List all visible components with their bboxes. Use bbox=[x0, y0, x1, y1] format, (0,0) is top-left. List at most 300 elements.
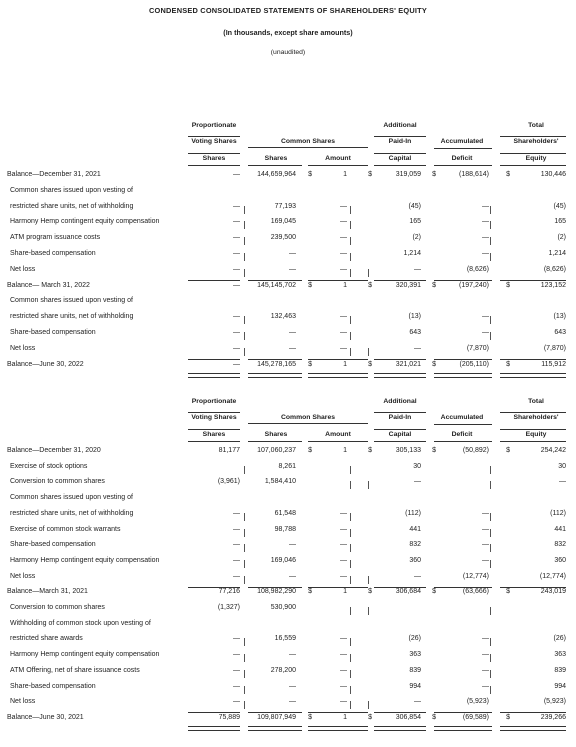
cell-dol3: $ bbox=[432, 171, 436, 178]
column-header-cs_shares: Shares bbox=[264, 431, 288, 438]
separator-tick bbox=[350, 253, 351, 261]
header-rule bbox=[248, 423, 368, 424]
cell-apic: 321,021 bbox=[395, 360, 421, 368]
statement-subtitle: (In thousands, except share amounts) bbox=[223, 28, 353, 37]
cell-amount: 1 bbox=[343, 281, 347, 289]
cell-apic: — bbox=[414, 265, 421, 273]
row-label: Balance—June 30, 2022 bbox=[7, 360, 84, 368]
separator-tick bbox=[350, 348, 351, 356]
cell-shares: — bbox=[289, 344, 296, 352]
cell-dol3: $ bbox=[432, 360, 436, 368]
table-row bbox=[0, 218, 576, 234]
table-row bbox=[0, 683, 576, 699]
row-label: Share-based compensation bbox=[10, 541, 96, 549]
cell-dol2: $ bbox=[368, 447, 372, 454]
cell-apic: 319,059 bbox=[395, 171, 421, 178]
column-header-tot3: Equity bbox=[525, 155, 547, 162]
row-label: Balance—June 30, 2021 bbox=[7, 713, 84, 721]
separator-tick bbox=[368, 348, 369, 356]
table-row bbox=[0, 463, 576, 479]
separator-tick bbox=[244, 316, 245, 324]
cell-shares: 8,261 bbox=[278, 462, 296, 470]
cell-pvs: — bbox=[233, 329, 240, 336]
cell-shares: 144,659,964 bbox=[257, 171, 296, 178]
cell-dol1: $ bbox=[308, 281, 312, 289]
header-rule bbox=[374, 412, 426, 413]
row-label: restricted share awards bbox=[10, 635, 83, 643]
cell-pvs: — bbox=[233, 265, 240, 273]
cell-apic: 306,854 bbox=[395, 713, 421, 721]
cell-pvs: — bbox=[233, 698, 240, 706]
cell-total: 130,446 bbox=[540, 171, 566, 178]
total-double-rule bbox=[500, 373, 566, 378]
separator-tick bbox=[368, 481, 369, 489]
row-label: Balance— March 31, 2022 bbox=[7, 281, 90, 289]
separator-tick bbox=[490, 638, 491, 646]
row-label: restricted share units, net of withholding bbox=[10, 313, 134, 321]
row-label: Exercise of stock options bbox=[10, 462, 88, 470]
cell-apic: 305,133 bbox=[395, 447, 421, 454]
cell-dol1: $ bbox=[308, 447, 312, 454]
cell-pvs: — bbox=[233, 360, 240, 368]
cell-total: 994 bbox=[554, 682, 566, 690]
header-rule bbox=[188, 153, 240, 154]
separator-tick bbox=[244, 701, 245, 709]
separator-tick bbox=[368, 701, 369, 709]
cell-shares: 109,807,949 bbox=[257, 713, 296, 721]
cell-shares: — bbox=[289, 682, 296, 690]
cell-total: — bbox=[559, 478, 566, 486]
separator-tick bbox=[368, 607, 369, 615]
row-label: Share-based compensation bbox=[10, 250, 96, 257]
statement-title: CONDENSED CONSOLIDATED STATEMENTS OF SHAREHOLDERS' EQUITY bbox=[149, 6, 427, 15]
cell-dol4: $ bbox=[506, 588, 510, 596]
cell-pvs: — bbox=[233, 250, 240, 257]
column-header-cs: Common Shares bbox=[280, 414, 336, 421]
row-label: Conversion to common shares bbox=[10, 478, 105, 486]
row-label: Harmony Hemp contingent equity compensation bbox=[10, 651, 160, 659]
total-double-rule bbox=[500, 726, 566, 731]
cell-dol1: $ bbox=[308, 713, 312, 721]
cell-total: 1,214 bbox=[548, 250, 566, 257]
cell-total: (45) bbox=[553, 202, 566, 210]
cell-deficit: (197,240) bbox=[459, 281, 489, 289]
cell-total: 839 bbox=[554, 666, 566, 674]
table-row bbox=[0, 250, 576, 266]
cell-total: 441 bbox=[554, 525, 566, 533]
separator-tick bbox=[490, 529, 491, 537]
header-rule bbox=[434, 148, 492, 149]
table-row bbox=[0, 313, 576, 329]
cell-amount: — bbox=[340, 234, 347, 242]
cell-shares: 278,200 bbox=[270, 666, 296, 674]
header-rule bbox=[374, 153, 426, 154]
column-header-prop1: Proportionate bbox=[191, 122, 237, 129]
table-row bbox=[0, 329, 576, 345]
cell-total: (8,626) bbox=[543, 265, 566, 273]
cell-deficit: — bbox=[482, 682, 489, 690]
cell-amount: — bbox=[340, 329, 347, 336]
separator-tick bbox=[350, 670, 351, 678]
cell-shares: 169,045 bbox=[270, 218, 296, 226]
cell-total: (7,870) bbox=[543, 344, 566, 352]
cell-shares: 145,278,165 bbox=[257, 360, 296, 368]
cell-shares: — bbox=[289, 541, 296, 549]
column-header-acc2: Deficit bbox=[451, 431, 473, 438]
cell-pvs: — bbox=[233, 651, 240, 659]
separator-tick bbox=[350, 513, 351, 521]
separator-tick bbox=[350, 576, 351, 584]
cell-amount: — bbox=[340, 509, 347, 517]
cell-pvs: — bbox=[233, 525, 240, 533]
cell-amount: 1 bbox=[343, 360, 347, 368]
cell-shares: 132,463 bbox=[270, 313, 296, 321]
cell-total: 239,266 bbox=[540, 713, 566, 721]
header-rule bbox=[500, 136, 566, 137]
cell-amount: 1 bbox=[343, 588, 347, 596]
header-rule bbox=[434, 165, 492, 166]
cell-dol1: $ bbox=[308, 171, 312, 178]
cell-apic: 320,391 bbox=[395, 281, 421, 289]
cell-deficit: (69,589) bbox=[462, 713, 489, 721]
cell-pvs: — bbox=[233, 635, 240, 643]
row-label: Net loss bbox=[10, 698, 36, 706]
row-label: Net loss bbox=[10, 572, 36, 580]
table-row bbox=[0, 510, 576, 526]
cell-amount: — bbox=[340, 541, 347, 549]
table-row bbox=[0, 604, 576, 620]
separator-tick bbox=[350, 206, 351, 214]
column-header-acc1: Accumulated bbox=[440, 414, 484, 421]
cell-pvs: (1,327) bbox=[217, 604, 240, 611]
separator-tick bbox=[350, 269, 351, 277]
separator-tick bbox=[350, 237, 351, 245]
cell-apic: 306,684 bbox=[395, 588, 421, 596]
table-row bbox=[0, 635, 576, 651]
table-row bbox=[0, 651, 576, 667]
separator-tick bbox=[244, 237, 245, 245]
column-header-apic1: Additional bbox=[383, 398, 417, 405]
cell-deficit: — bbox=[482, 525, 489, 533]
cell-deficit: — bbox=[482, 202, 489, 210]
separator-tick bbox=[350, 316, 351, 324]
cell-amount: — bbox=[340, 651, 347, 659]
cell-pvs: 81,177 bbox=[218, 447, 240, 454]
column-header-tot1: Total bbox=[528, 398, 544, 405]
cell-apic: 360 bbox=[409, 556, 421, 564]
cell-pvs: — bbox=[233, 682, 240, 690]
table-row bbox=[0, 187, 576, 203]
cell-deficit: — bbox=[482, 666, 489, 674]
cell-pvs: — bbox=[233, 666, 240, 674]
header-rule bbox=[248, 441, 302, 442]
column-header-tot2: Shareholders' bbox=[513, 414, 559, 421]
cell-deficit: (8,626) bbox=[466, 265, 489, 273]
cell-pvs: — bbox=[233, 218, 240, 226]
cell-amount: — bbox=[340, 344, 347, 352]
cell-shares: 239,500 bbox=[270, 234, 296, 242]
cell-shares: — bbox=[289, 572, 296, 580]
separator-tick bbox=[244, 221, 245, 229]
header-rule bbox=[308, 165, 368, 166]
separator-tick bbox=[490, 513, 491, 521]
table-row bbox=[0, 620, 576, 636]
cell-total: (112) bbox=[550, 509, 566, 517]
header-rule bbox=[434, 424, 492, 425]
cell-total: 123,152 bbox=[540, 281, 566, 289]
row-label: restricted share units, net of withholding bbox=[10, 202, 134, 210]
cell-apic: 994 bbox=[409, 682, 421, 690]
row-label: Net loss bbox=[10, 265, 36, 273]
header-rule bbox=[500, 153, 566, 154]
cell-amount: — bbox=[340, 525, 347, 533]
cell-dol4: $ bbox=[506, 447, 510, 454]
separator-tick bbox=[490, 560, 491, 568]
cell-shares: 530,900 bbox=[270, 604, 296, 611]
column-header-tot1: Total bbox=[528, 122, 544, 129]
column-header-acc1: Accumulated bbox=[440, 138, 484, 145]
row-label: Withholding of common stock upon vesting of bbox=[10, 619, 151, 627]
cell-deficit: (12,774) bbox=[462, 572, 489, 580]
separator-tick bbox=[244, 654, 245, 662]
cell-deficit: — bbox=[482, 329, 489, 336]
header-rule bbox=[188, 165, 240, 166]
table-row bbox=[0, 478, 576, 494]
cell-dol3: $ bbox=[432, 713, 436, 721]
cell-deficit: — bbox=[482, 635, 489, 643]
cell-pvs: — bbox=[233, 344, 240, 352]
header-rule bbox=[308, 441, 368, 442]
header-rule bbox=[248, 165, 302, 166]
cell-pvs: (3,961) bbox=[217, 478, 240, 486]
column-header-cs_shares: Shares bbox=[264, 155, 288, 162]
column-header-acc2: Deficit bbox=[451, 155, 473, 162]
column-header-cs_amount: Amount bbox=[325, 431, 351, 438]
cell-apic: 643 bbox=[409, 329, 421, 336]
cell-shares: 16,559 bbox=[274, 635, 296, 643]
total-double-rule bbox=[248, 726, 302, 731]
separator-tick bbox=[490, 253, 491, 261]
row-label: Harmony Hemp contingent equity compensation bbox=[10, 556, 160, 564]
table-row bbox=[0, 494, 576, 510]
column-header-tot3: Equity bbox=[525, 431, 547, 438]
cell-total: 115,912 bbox=[541, 360, 566, 368]
cell-apic: — bbox=[414, 698, 421, 706]
column-header-apic2: Paid-In bbox=[388, 138, 412, 145]
balance-row bbox=[0, 171, 576, 187]
cell-amount: — bbox=[340, 202, 347, 210]
separator-tick bbox=[244, 269, 245, 277]
column-header-apic1: Additional bbox=[383, 122, 417, 129]
column-header-cs: Common Shares bbox=[280, 138, 336, 145]
cell-deficit: — bbox=[482, 556, 489, 564]
cell-amount: — bbox=[340, 666, 347, 674]
row-label: Common shares issued upon vesting of bbox=[10, 297, 133, 305]
table-row bbox=[0, 557, 576, 573]
column-header-prop2: Voting Shares bbox=[191, 414, 237, 421]
cell-amount: — bbox=[340, 635, 347, 643]
header-rule bbox=[188, 136, 240, 137]
column-header-prop3: Shares bbox=[202, 431, 226, 438]
row-label: Common shares issued upon vesting of bbox=[10, 186, 133, 194]
cell-total: (12,774) bbox=[539, 572, 566, 580]
cell-pvs: 75,889 bbox=[218, 713, 240, 721]
row-label: Conversion to common shares bbox=[10, 604, 105, 611]
separator-tick bbox=[244, 206, 245, 214]
separator-tick bbox=[368, 269, 369, 277]
cell-shares: 77,193 bbox=[274, 202, 296, 210]
separator-tick bbox=[244, 686, 245, 694]
cell-apic: (45) bbox=[408, 202, 421, 210]
cell-dol1: $ bbox=[308, 588, 312, 596]
cell-total: 30 bbox=[558, 462, 566, 470]
cell-deficit: (5,923) bbox=[466, 698, 489, 706]
row-label: ATM Offering, net of share issuance costs bbox=[10, 666, 140, 674]
cell-dol3: $ bbox=[432, 588, 436, 596]
cell-deficit: (205,110) bbox=[459, 360, 489, 368]
cell-apic: 441 bbox=[409, 525, 421, 533]
total-double-rule bbox=[374, 726, 426, 731]
column-header-apic2: Paid-In bbox=[388, 414, 412, 421]
cell-amount: — bbox=[340, 556, 347, 564]
total-double-rule bbox=[434, 373, 492, 378]
header-rule bbox=[500, 412, 566, 413]
table-row bbox=[0, 541, 576, 557]
cell-shares: 107,060,237 bbox=[257, 447, 296, 454]
separator-tick bbox=[350, 466, 351, 474]
cell-deficit: — bbox=[482, 509, 489, 517]
cell-deficit: — bbox=[482, 218, 489, 226]
total-double-rule bbox=[374, 373, 426, 378]
row-label: Share-based compensation bbox=[10, 682, 96, 690]
cell-pvs: — bbox=[233, 202, 240, 210]
cell-shares: 169,046 bbox=[270, 556, 296, 564]
cell-dol4: $ bbox=[506, 713, 510, 721]
cell-shares: — bbox=[289, 250, 296, 257]
separator-tick bbox=[350, 332, 351, 340]
cell-shares: — bbox=[289, 698, 296, 706]
total-double-rule bbox=[308, 726, 368, 731]
cell-deficit: (7,870) bbox=[466, 344, 489, 352]
separator-tick bbox=[244, 332, 245, 340]
column-header-prop1: Proportionate bbox=[191, 398, 237, 405]
separator-tick bbox=[490, 670, 491, 678]
cell-shares: — bbox=[289, 329, 296, 336]
row-label: Balance—December 31, 2021 bbox=[7, 171, 101, 178]
balance-row bbox=[0, 588, 576, 604]
cell-deficit: — bbox=[482, 250, 489, 257]
balance-row bbox=[0, 282, 576, 298]
separator-tick bbox=[244, 544, 245, 552]
unaudited-note: (unaudited) bbox=[270, 49, 306, 56]
cell-apic: 839 bbox=[409, 666, 421, 674]
cell-pvs: — bbox=[233, 541, 240, 549]
separator-tick bbox=[350, 481, 351, 489]
cell-apic: 30 bbox=[413, 462, 421, 470]
separator-tick bbox=[350, 701, 351, 709]
cell-apic: 1,214 bbox=[403, 250, 421, 257]
cell-apic: 165 bbox=[409, 218, 421, 226]
row-label: ATM program issuance costs bbox=[10, 234, 101, 242]
table-row bbox=[0, 297, 576, 313]
separator-tick bbox=[350, 638, 351, 646]
separator-tick bbox=[244, 253, 245, 261]
cell-pvs: — bbox=[233, 171, 240, 178]
column-header-prop2: Voting Shares bbox=[191, 138, 237, 145]
column-header-cs_amount: Amount bbox=[325, 155, 351, 162]
row-label: Harmony Hemp contingent equity compensation bbox=[10, 218, 160, 226]
cell-amount: 1 bbox=[343, 713, 347, 721]
cell-apic: (26) bbox=[408, 635, 421, 643]
row-label: Share-based compensation bbox=[10, 329, 96, 336]
separator-tick bbox=[490, 481, 491, 489]
header-rule bbox=[374, 429, 426, 430]
header-rule bbox=[188, 412, 240, 413]
separator-tick bbox=[244, 670, 245, 678]
cell-total: 363 bbox=[554, 651, 566, 659]
separator-tick bbox=[490, 237, 491, 245]
separator-tick bbox=[350, 607, 351, 615]
total-double-rule bbox=[188, 726, 240, 731]
total-double-rule bbox=[188, 373, 240, 378]
separator-tick bbox=[368, 576, 369, 584]
separator-tick bbox=[490, 607, 491, 615]
cell-amount: — bbox=[340, 313, 347, 321]
separator-tick bbox=[244, 560, 245, 568]
cell-amount: — bbox=[340, 265, 347, 273]
balance-row bbox=[0, 447, 576, 463]
total-double-rule bbox=[434, 726, 492, 731]
cell-shares: — bbox=[289, 651, 296, 659]
separator-tick bbox=[490, 332, 491, 340]
header-rule bbox=[500, 429, 566, 430]
header-rule bbox=[500, 165, 566, 166]
cell-total: 243,019 bbox=[540, 588, 566, 596]
cell-pvs: — bbox=[233, 509, 240, 517]
cell-total: 165 bbox=[554, 218, 566, 226]
cell-apic: 832 bbox=[409, 541, 421, 549]
cell-deficit: — bbox=[482, 651, 489, 659]
separator-tick bbox=[244, 348, 245, 356]
cell-pvs: — bbox=[233, 281, 240, 289]
table-row bbox=[0, 526, 576, 542]
total-double-rule bbox=[308, 373, 368, 378]
cell-amount: — bbox=[340, 572, 347, 580]
cell-total: 832 bbox=[554, 541, 566, 549]
cell-shares: — bbox=[289, 265, 296, 273]
separator-tick bbox=[490, 221, 491, 229]
cell-deficit: (63,666) bbox=[462, 588, 489, 596]
cell-pvs: — bbox=[233, 313, 240, 321]
cell-dol4: $ bbox=[506, 171, 510, 178]
table-row bbox=[0, 203, 576, 219]
header-rule bbox=[500, 441, 566, 442]
row-label: Common shares issued upon vesting of bbox=[10, 494, 133, 502]
header-rule bbox=[188, 429, 240, 430]
separator-tick bbox=[490, 466, 491, 474]
cell-amount: 1 bbox=[343, 171, 347, 178]
cell-deficit: — bbox=[482, 541, 489, 549]
separator-tick bbox=[490, 686, 491, 694]
cell-deficit: — bbox=[482, 313, 489, 321]
cell-dol3: $ bbox=[432, 447, 436, 454]
cell-total: 360 bbox=[554, 556, 566, 564]
cell-apic: (112) bbox=[405, 509, 421, 517]
total-double-rule bbox=[248, 373, 302, 378]
header-rule bbox=[188, 441, 240, 442]
row-label: Net loss bbox=[10, 344, 36, 352]
cell-dol4: $ bbox=[506, 281, 510, 289]
